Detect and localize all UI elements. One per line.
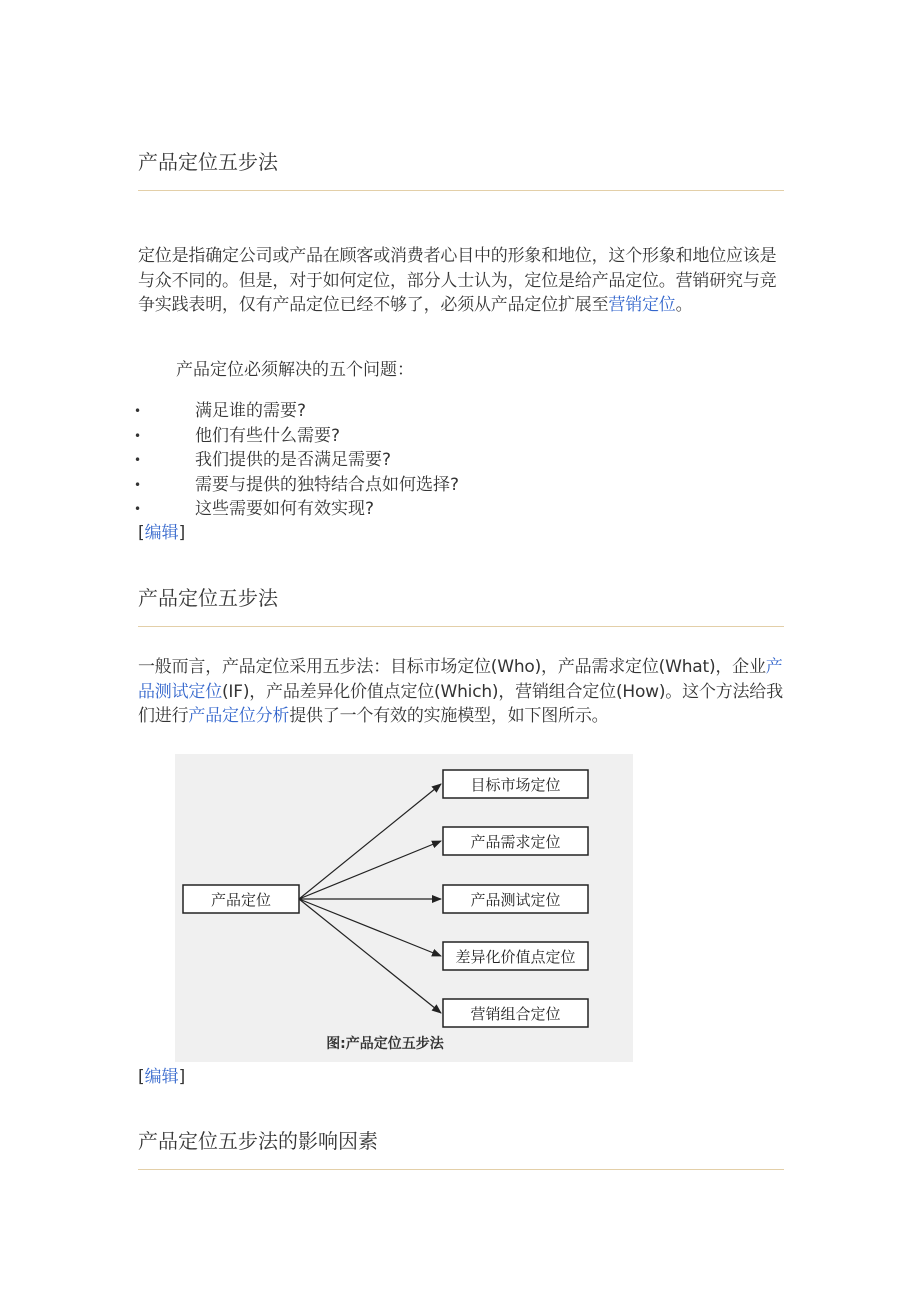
source-box-label: 产品定位 — [210, 891, 272, 909]
section-divider — [138, 1169, 784, 1170]
target-box-label: 目标市场定位 — [470, 776, 561, 794]
list-item — [134, 497, 778, 522]
question-text: 他们有些什么需要? — [195, 425, 341, 446]
target-box-label: 产品需求定位 — [470, 833, 561, 851]
section-title: 产品定位五步法 — [138, 150, 278, 174]
edit-link[interactable]: 编辑 — [144, 523, 179, 543]
question-text: 满足谁的需要? — [195, 401, 307, 421]
method-paragraph — [138, 655, 786, 729]
method-text: 提供了一个有效的实施模型，如下图所示。 — [289, 706, 609, 726]
edit-bracket-open: [ — [138, 1067, 145, 1087]
section-divider — [138, 626, 784, 627]
section-title: 产品定位五步法的影响因素 — [138, 1129, 378, 1153]
list-item — [134, 473, 778, 498]
intro-text-end: 。 — [675, 295, 693, 315]
bullet-icon: • — [134, 453, 142, 467]
arrow — [299, 784, 441, 899]
target-box-label: 产品测试定位 — [470, 891, 561, 909]
edit-bracket-close: ] — [178, 523, 186, 543]
questions-list — [134, 399, 778, 522]
edit-bracket-open: [ — [138, 523, 145, 543]
marketing-positioning-link[interactable]: 营销定位 — [608, 295, 676, 315]
bullet-icon: • — [134, 477, 142, 492]
product-positioning-analysis-link[interactable]: 产品定位分析 — [188, 706, 290, 726]
bullet-icon: • — [134, 428, 142, 443]
question-text: 这些需要如何有效实现? — [195, 499, 375, 519]
edit-bracket-close: ] — [178, 1067, 186, 1087]
edit-link[interactable]: 编辑 — [144, 1067, 179, 1087]
method-text: 一般而言，产品定位采用五步法：目标市场定位(Who)，产品需求定位(What)，企业 — [138, 657, 766, 677]
questions-lead: 产品定位必须解决的五个问题： — [176, 360, 414, 380]
section-title: 产品定位五步法 — [138, 586, 278, 610]
bullet-icon: • — [134, 404, 142, 418]
bullet-icon: • — [134, 502, 142, 516]
five-step-diagram — [175, 754, 633, 1062]
edit-section-2 — [138, 1065, 185, 1089]
section-divider — [138, 190, 784, 191]
list-item — [134, 399, 778, 424]
list-item — [134, 448, 778, 473]
question-text: 我们提供的是否满足需要? — [195, 450, 392, 470]
diagram-caption: 图:产品定位五步法 — [326, 1036, 444, 1052]
edit-section-1 — [138, 521, 185, 545]
intro-paragraph — [138, 244, 786, 318]
question-text: 需要与提供的独特结合点如何选择? — [195, 474, 460, 495]
diagram-svg — [175, 754, 633, 1062]
arrow — [299, 899, 441, 956]
target-box-label: 差异化价值点定位 — [455, 948, 576, 966]
method-text: (IF)，产品差异化价值点定位(Which)，营销组合定位(How)。这个方法给我们进行 — [138, 681, 783, 726]
intro-text: 定位是指确定公司或产品在顾客或消费者心目中的形象和地位，这个形象和地位应该是与众不同的。但是，对于如何定位，部分人士认为，定位是给产品定位。营销研究与竞争实践表明，仅有产品定位已经不够了，必须从产品定位扩展至 — [138, 246, 777, 315]
arrow — [299, 841, 441, 899]
list-item — [134, 424, 778, 449]
product-test-positioning-link[interactable]: 产品测试定位 — [138, 657, 783, 702]
target-box-label: 营销组合定位 — [470, 1005, 561, 1023]
arrow — [299, 899, 441, 1013]
